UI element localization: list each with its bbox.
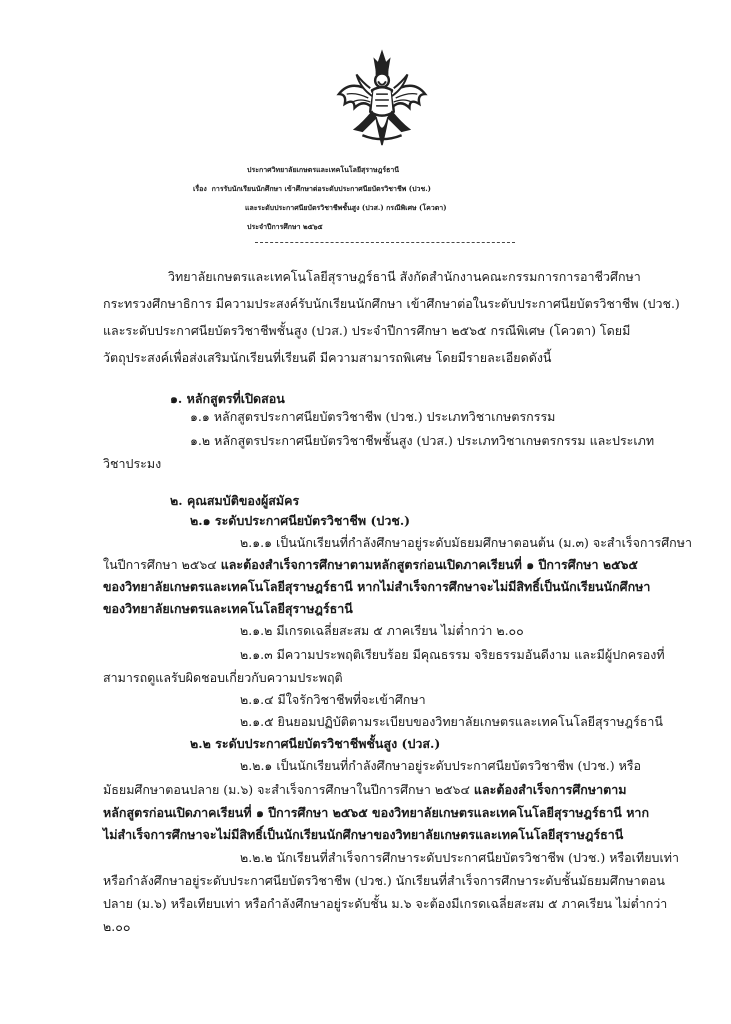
p222-line-3: ปลาย (ม.๖) หรือเทียบเท่า หรือกำลังศึกษาอยู่ระดับชั้น ม.๖ จะต้องมีเกรดเฉลี่ยสะสม ๕ ภาคเรียน ไม่ต่ำกว่า (103, 896, 668, 911)
p211-line-2-bold: และต้องสำเร็จการศึกษาตามหลักสูตรก่อนเปิดภาคเรียนที่ ๑ ปีการศึกษา ๒๕๖๕ (220, 557, 638, 572)
section1-heading: ๑. หลักสูตรที่เปิดสอน (170, 391, 285, 406)
section1-item-2: ๑.๒ หลักสูตรประกาศนียบัตรวิชาชีพชั้นสูง (ปวส.) ประเภทวิชาเกษตรกรรม และประเภท (190, 433, 655, 448)
header-divider (255, 242, 515, 243)
p211-line-1: ๒.๑.๑ เป็นนักเรียนที่กำลังศึกษาอยู่ระดับมัธยมศึกษาตอนต้น (ม.๓) จะสำเร็จการศึกษา (240, 535, 692, 550)
intro-line-3: และระดับประกาศนียบัตรวิชาชีพชั้นสูง (ปวส.) ประจำปีการศึกษา ๒๕๖๕ กรณีพิเศษ (โควตา) โดยมี (103, 323, 631, 338)
subject-line-1 (193, 179, 731, 198)
p215-line: ๒.๑.๕ ยินยอมปฏิบัติตามระเบียบของวิทยาลัยเกษตรและเทคโนโลยีสุราษฎร์ธานี (240, 714, 663, 729)
p221-line-2-bold: และต้องสำเร็จการศึกษาตาม (473, 782, 627, 797)
p222-line-4: ๒.๐๐ (103, 919, 131, 934)
intro-line-4: วัตถุประสงค์เพื่อส่งเสริมนักเรียนที่เรียนดี มีความสามารถพิเศษ โดยมีรายละเอียดดังนี้ (103, 350, 552, 365)
section2-sub-1: ๒.๑ ระดับประกาศนียบัตรวิชาชีพ (ปวช.) (190, 513, 411, 528)
subject-line-3: ประจำปีการศึกษา ๒๕๖๕ (247, 222, 323, 231)
p214-line: ๒.๑.๔ มีใจรักวิชาชีพที่จะเข้าศึกษา (240, 692, 426, 707)
p211-line-4: ของวิทยาลัยเกษตรและเทคโนโลยีสุราษฎร์ธานี (103, 601, 353, 616)
p211-line-3: ของวิทยาลัยเกษตรและเทคโนโลยีสุราษฎร์ธานี หากไม่สำเร็จการศึกษาจะไม่มีสิทธิ์เป็นนักเรียนนักศึกษา (103, 579, 651, 594)
section1-item-1: ๑.๑ หลักสูตรประกาศนียบัตรวิชาชีพ (ปวช.) ประเภทวิชาเกษตรกรรม (190, 409, 556, 424)
subject-line-2: และระดับประกาศนียบัตรวิชาชีพชั้นสูง (ปวส.) กรณีพิเศษ (โควตา) (245, 203, 447, 212)
garuda-emblem-icon (333, 48, 431, 148)
p221-line-2-normal: มัธยมศึกษาตอนปลาย (ม.๖) จะสำเร็จการศึกษาในปีการศึกษา ๒๕๖๔ (103, 782, 474, 797)
subject-label: เรื่อง (193, 184, 207, 193)
subject-text-1: การรับนักเรียนนักศึกษา เข้าศึกษาต่อระดับประกาศนียบัตรวิชาชีพ (ปวช.) (211, 184, 431, 193)
p221-line-1: ๒.๒.๑ เป็นนักเรียนที่กำลังศึกษาอยู่ระดับประกาศนียบัตรวิชาชีพ (ปวช.) หรือ (240, 758, 642, 773)
p221-line-2 (103, 781, 626, 799)
intro-line-1: วิทยาลัยเกษตรและเทคโนโลยีสุราษฎร์ธานี สังกัดสำนักงานคณะกรรมการการอาชีวศึกษา (168, 269, 641, 284)
p213-line-1: ๒.๑.๓ มีความประพฤติเรียบร้อย มีคุณธรรม จริยธรรมอันดีงาม และมีผู้ปกครองที่ (240, 647, 665, 662)
p213-line-2: สามารถดูแลรับผิดชอบเกี่ยวกับความประพฤติ (103, 670, 343, 685)
p221-line-4: ไม่สำเร็จการศึกษาจะไม่มีสิทธิ์เป็นนักเรียนนักศึกษาของวิทยาลัยเกษตรและเทคโนโลยีสุราษฎร์ธานี (103, 827, 624, 842)
section2-sub-2: ๒.๒ ระดับประกาศนียบัตรวิชาชีพชั้นสูง (ปวส.) (190, 736, 441, 751)
p222-line-2: หรือกำลังศึกษาอยู่ระดับประกาศนียบัตรวิชาชีพ (ปวช.) นักเรียนที่สำเร็จการศึกษาระดับชั้นมัธยมศึกษาตอน (103, 873, 665, 888)
section1-item-2-cont: วิชาประมง (103, 456, 162, 471)
p211-line-2-normal: ในปีการศึกษา ๒๕๖๔ (103, 557, 221, 572)
p211-line-2 (103, 556, 638, 574)
p221-line-3: หลักสูตรก่อนเปิดภาคเรียนที่ ๑ ปีการศึกษา ๒๕๖๕ ของวิทยาลัยเกษตรและเทคโนโลยีสุราษฎร์ธานี หาก (103, 805, 650, 820)
p222-line-1: ๒.๒.๒ นักเรียนที่สำเร็จการศึกษาระดับประกาศนียบัตรวิชาชีพ (ปวช.) หรือเทียบเท่า (240, 850, 679, 865)
p212-line: ๒.๑.๒ มีเกรดเฉลี่ยสะสม ๕ ภาคเรียน ไม่ต่ำกว่า ๒.๐๐ (240, 623, 524, 638)
announcement-title: ประกาศวิทยาลัยเกษตรและเทคโนโลยีสุราษฎร์ธานี (247, 165, 400, 174)
intro-line-2: กระทรวงศึกษาธิการ มีความประสงค์รับนักเรียนนักศึกษา เข้าศึกษาต่อในระดับประกาศนียบัตรวิชาชีพ (ปวช.) (103, 296, 680, 311)
section2-heading: ๒. คุณสมบัติของผู้สมัคร (170, 493, 300, 508)
